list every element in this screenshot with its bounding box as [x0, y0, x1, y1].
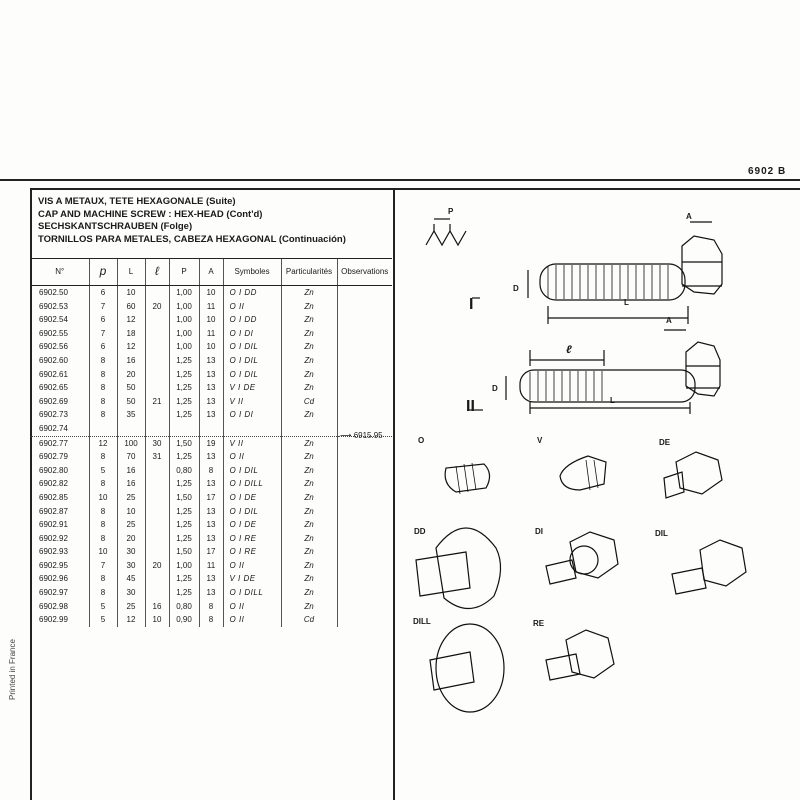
- cell-ell: [145, 545, 169, 559]
- cell-p: 1,25: [169, 572, 199, 586]
- cell-a: 13: [199, 586, 223, 600]
- cell-l: 30: [117, 586, 145, 600]
- cell-a: 13: [199, 572, 223, 586]
- cell-l: 20: [117, 368, 145, 382]
- cell-a: 13: [199, 505, 223, 519]
- cell-ell: [145, 477, 169, 491]
- printed-in-note: Printed in France: [8, 639, 17, 700]
- cell-symboles: V I DE: [223, 572, 281, 586]
- cell-p: 1,25: [169, 586, 199, 600]
- label-dd: DD: [414, 527, 426, 536]
- cell-p: 1,25: [169, 395, 199, 409]
- cell-p-small: 8: [89, 450, 117, 464]
- cell-particularites: Zn: [281, 545, 337, 559]
- cell-p: 0,80: [169, 600, 199, 614]
- label-l-1: L: [624, 298, 629, 307]
- cell-ell: [145, 313, 169, 327]
- cell-symboles: V II: [223, 395, 281, 409]
- label-d-2: D: [492, 384, 498, 393]
- table-row: [31, 327, 392, 341]
- cell-ell: [145, 572, 169, 586]
- cell-l: 25: [117, 491, 145, 505]
- table-row: [31, 572, 392, 586]
- cell-p-small: 7: [89, 327, 117, 341]
- screw-illustrations: [395, 190, 800, 800]
- cell-no: 6902.92: [39, 533, 68, 543]
- cell-p: 1,00: [169, 286, 199, 300]
- cell-symboles: O II: [223, 613, 281, 627]
- cell-p: 1,25: [169, 518, 199, 532]
- cell-particularites: Zn: [281, 586, 337, 600]
- col-particularites: Particularités: [281, 259, 337, 286]
- title-fr: VIS A METAUX, TETE HEXAGONALE (Suite): [38, 196, 236, 207]
- label-a-2: A: [666, 316, 672, 325]
- cell-no: 6902.79: [39, 452, 68, 462]
- cell-symboles: O I DIL: [223, 464, 281, 478]
- top-rule: [0, 179, 800, 181]
- label-o: O: [418, 436, 425, 445]
- cell-p-small: 7: [89, 559, 117, 573]
- cell-p-small: 12: [89, 436, 117, 450]
- cell-p-small: 5: [89, 464, 117, 478]
- cell-symboles: O I DIL: [223, 354, 281, 368]
- label-type-1: I: [469, 296, 474, 313]
- cell-p-small: 10: [89, 491, 117, 505]
- cell-a: 10: [199, 313, 223, 327]
- table-row: [31, 518, 392, 532]
- col-no: N°: [31, 259, 89, 286]
- cell-p: 1,25: [169, 477, 199, 491]
- table-row: [31, 559, 392, 573]
- table-header-row: [31, 259, 392, 286]
- cell-observations: [337, 505, 392, 519]
- cell-no: 6902.97: [39, 588, 68, 598]
- table-row: [31, 422, 392, 436]
- cell-no: 6902.95: [39, 560, 68, 570]
- cell-particularites: Zn: [281, 572, 337, 586]
- cell-no: 6902.73: [39, 410, 68, 420]
- cell-a: 19: [199, 436, 223, 450]
- cell-no: 6902.56: [39, 342, 68, 352]
- cell-p: 1,00: [169, 559, 199, 573]
- cell-a: 13: [199, 381, 223, 395]
- cell-symboles: O I DILL: [223, 477, 281, 491]
- cell-l: [117, 422, 145, 436]
- col-ell: ℓ: [145, 259, 169, 286]
- table-row: [31, 436, 392, 450]
- cell-observations: [337, 313, 392, 327]
- cell-p: 1,25: [169, 450, 199, 464]
- cell-observations: [337, 613, 392, 627]
- cell-symboles: [223, 422, 281, 436]
- table-row: [31, 395, 392, 409]
- cell-ell: 31: [145, 450, 169, 464]
- cell-symboles: V I DE: [223, 381, 281, 395]
- cell-particularites: Zn: [281, 464, 337, 478]
- cell-particularites: Cd: [281, 395, 337, 409]
- cell-symboles: O I DD: [223, 313, 281, 327]
- title-es: TORNILLOS PARA METALES, CABEZA HEXAGONAL (Continuación): [38, 233, 346, 245]
- cell-no: 6902.74: [31, 422, 89, 436]
- col-symboles: Symboles: [223, 259, 281, 286]
- cell-symboles: O II: [223, 559, 281, 573]
- cell-particularites: Zn: [281, 381, 337, 395]
- cell-symboles: O I DE: [223, 518, 281, 532]
- cell-observations: [337, 559, 392, 573]
- cell-symboles: O I RE: [223, 545, 281, 559]
- cell-observations: [337, 450, 392, 464]
- cell-particularites: Zn: [281, 327, 337, 341]
- title-de: SECHSKANTSCHRAUBEN (Folge): [38, 221, 193, 232]
- cell-symboles: V II: [223, 436, 281, 450]
- col-l: L: [117, 259, 145, 286]
- cell-particularites: [281, 422, 337, 436]
- cell-observations: [337, 340, 392, 354]
- cell-particularites: Zn: [281, 505, 337, 519]
- cell-l: 16: [117, 464, 145, 478]
- cell-a: 17: [199, 545, 223, 559]
- cell-l: 45: [117, 572, 145, 586]
- table-row: [31, 300, 392, 314]
- parts-table: [31, 258, 392, 627]
- cell-no: 6902.99: [39, 615, 68, 625]
- table-row: [31, 340, 392, 354]
- cell-ell: [145, 518, 169, 532]
- table-row: [31, 286, 392, 300]
- cell-l: 25: [117, 518, 145, 532]
- table-row: [31, 600, 392, 614]
- cell-p: 1,25: [169, 381, 199, 395]
- cell-particularites: Zn: [281, 286, 337, 300]
- cell-observations: [337, 532, 392, 546]
- cell-no: 6902.85: [39, 492, 68, 502]
- table-row: [31, 505, 392, 519]
- cell-l: 35: [117, 408, 145, 422]
- cell-l: 12: [117, 313, 145, 327]
- cell-particularites: Zn: [281, 600, 337, 614]
- cell-particularites: Cd: [281, 613, 337, 627]
- cell-ell: 10: [145, 613, 169, 627]
- cell-p-small: 8: [89, 477, 117, 491]
- cell-particularites: Zn: [281, 313, 337, 327]
- cell-p-small: 5: [89, 613, 117, 627]
- page-ref: 6902 B: [748, 166, 787, 177]
- cell-p-small: 8: [89, 395, 117, 409]
- label-re: RE: [533, 619, 545, 628]
- cell-ell: [145, 354, 169, 368]
- cell-a: [199, 422, 223, 436]
- cell-p: 1,25: [169, 408, 199, 422]
- cell-a: 13: [199, 532, 223, 546]
- cell-a: 13: [199, 354, 223, 368]
- cell-no: 6902.55: [39, 328, 68, 338]
- cell-p: 1,25: [169, 532, 199, 546]
- cell-no: 6902.61: [39, 369, 68, 379]
- cell-a: 8: [199, 613, 223, 627]
- cell-l: 30: [117, 545, 145, 559]
- cell-no: 6902.53: [39, 301, 68, 311]
- title-block: [38, 196, 346, 246]
- cell-ell: [145, 408, 169, 422]
- cell-particularites: Zn: [281, 518, 337, 532]
- cell-p: 1,00: [169, 327, 199, 341]
- cell-p-small: 8: [89, 368, 117, 382]
- cell-observations: [337, 368, 392, 382]
- cell-particularites: Zn: [281, 300, 337, 314]
- cell-no: 6902.98: [39, 601, 68, 611]
- col-p: P: [169, 259, 199, 286]
- cell-p-small: 8: [89, 586, 117, 600]
- cell-symboles: O I DE: [223, 491, 281, 505]
- cell-symboles: O I RE: [223, 532, 281, 546]
- observation-ref: ⟶ 6915.95: [340, 431, 383, 440]
- cell-observations: [337, 354, 392, 368]
- table-row: [31, 408, 392, 422]
- cell-observations: [337, 327, 392, 341]
- cell-observations: [337, 300, 392, 314]
- cell-p-small: 8: [89, 532, 117, 546]
- cell-a: 10: [199, 286, 223, 300]
- cell-a: 13: [199, 368, 223, 382]
- cell-ell: [145, 422, 169, 436]
- cell-observations: [337, 381, 392, 395]
- cell-particularites: Zn: [281, 450, 337, 464]
- cell-no: 6902.60: [39, 355, 68, 365]
- cell-p: 1,25: [169, 368, 199, 382]
- cell-particularites: Zn: [281, 368, 337, 382]
- cell-l: 50: [117, 395, 145, 409]
- cell-p: 1,50: [169, 436, 199, 450]
- cell-l: 30: [117, 559, 145, 573]
- cell-observations: [337, 395, 392, 409]
- cell-p-small: 6: [89, 286, 117, 300]
- cell-symboles: O II: [223, 450, 281, 464]
- table-row: [31, 545, 392, 559]
- col-observations: Observations: [337, 259, 392, 286]
- cell-particularites: Zn: [281, 477, 337, 491]
- cell-particularites: Zn: [281, 559, 337, 573]
- table-row: [31, 354, 392, 368]
- cell-a: 11: [199, 300, 223, 314]
- cell-particularites: Zn: [281, 354, 337, 368]
- cell-observations: [337, 518, 392, 532]
- label-de: DE: [659, 438, 671, 447]
- cell-no: 6902.82: [39, 479, 68, 489]
- cell-p-small: 6: [89, 340, 117, 354]
- cell-p: 0,90: [169, 613, 199, 627]
- table-row: [31, 532, 392, 546]
- label-dill: DILL: [413, 617, 431, 626]
- cell-p: 1,25: [169, 354, 199, 368]
- label-a-1: A: [686, 212, 692, 221]
- cell-l: 70: [117, 450, 145, 464]
- cell-ell: [145, 491, 169, 505]
- col-p-small: p: [89, 259, 117, 286]
- cell-ell: [145, 368, 169, 382]
- cell-observations: [337, 545, 392, 559]
- cell-a: 13: [199, 395, 223, 409]
- cell-l: 25: [117, 600, 145, 614]
- cell-l: 20: [117, 532, 145, 546]
- cell-p: 0,80: [169, 464, 199, 478]
- cell-ell: [145, 381, 169, 395]
- cell-symboles: O I DI: [223, 327, 281, 341]
- cell-symboles: O I DIL: [223, 340, 281, 354]
- table-row: [31, 368, 392, 382]
- cell-ell: [145, 586, 169, 600]
- cell-no: 6902.91: [39, 520, 68, 530]
- label-thread-p: P: [448, 207, 454, 216]
- cell-ell: 20: [145, 559, 169, 573]
- cell-particularites: Zn: [281, 408, 337, 422]
- cell-a: 13: [199, 477, 223, 491]
- table-row: [31, 477, 392, 491]
- cell-a: 17: [199, 491, 223, 505]
- cell-l: 16: [117, 354, 145, 368]
- cell-particularites: Zn: [281, 532, 337, 546]
- table-row: [31, 464, 392, 478]
- cell-observations: [337, 572, 392, 586]
- cell-observations: [337, 286, 392, 300]
- cell-p-small: 8: [89, 354, 117, 368]
- label-dil: DIL: [655, 529, 668, 538]
- observation-ref-value: 6915.95: [353, 431, 383, 440]
- cell-l: 16: [117, 477, 145, 491]
- table-row: [31, 381, 392, 395]
- cell-p: 1,50: [169, 491, 199, 505]
- cell-no: 6902.54: [39, 315, 68, 325]
- cell-p: 1,00: [169, 313, 199, 327]
- cell-symboles: O II: [223, 300, 281, 314]
- cell-symboles: O I DI: [223, 408, 281, 422]
- cell-l: 12: [117, 613, 145, 627]
- cell-p: 1,00: [169, 300, 199, 314]
- cell-particularites: Zn: [281, 491, 337, 505]
- cell-l: 10: [117, 505, 145, 519]
- cell-ell: [145, 532, 169, 546]
- cell-p-small: 8: [89, 572, 117, 586]
- cell-a: 13: [199, 408, 223, 422]
- cell-a: 8: [199, 600, 223, 614]
- cell-l: 12: [117, 340, 145, 354]
- label-v: V: [537, 436, 543, 445]
- table-row: [31, 313, 392, 327]
- cell-ell: [145, 286, 169, 300]
- title-en: CAP AND MACHINE SCREW : HEX-HEAD (Cont'd): [38, 208, 263, 220]
- cell-a: 8: [199, 464, 223, 478]
- cell-p: 1,00: [169, 340, 199, 354]
- label-ell: ℓ: [566, 344, 572, 356]
- cell-a: 13: [199, 450, 223, 464]
- cell-l: 18: [117, 327, 145, 341]
- col-a: A: [199, 259, 223, 286]
- cell-p: 1,50: [169, 545, 199, 559]
- cell-p-small: 8: [89, 381, 117, 395]
- cell-ell: 20: [145, 300, 169, 314]
- cell-no: 6902.50: [39, 288, 68, 297]
- cell-observations: [337, 491, 392, 505]
- label-l-2: L: [610, 396, 615, 405]
- label-type-2: II: [466, 398, 475, 415]
- cell-observations: [337, 477, 392, 491]
- cell-l: 100: [117, 436, 145, 450]
- cell-p-small: 8: [89, 518, 117, 532]
- label-d-1: D: [513, 284, 519, 293]
- cell-p-small: 6: [89, 313, 117, 327]
- cell-ell: [145, 340, 169, 354]
- cell-l: 10: [117, 286, 145, 300]
- cell-ell: 21: [145, 395, 169, 409]
- cell-p-small: [89, 422, 117, 436]
- cell-ell: [145, 505, 169, 519]
- cell-symboles: O I DIL: [223, 368, 281, 382]
- cell-observations: [337, 464, 392, 478]
- cell-p-small: 5: [89, 600, 117, 614]
- cell-p-small: 7: [89, 300, 117, 314]
- cell-ell: 16: [145, 600, 169, 614]
- cell-no: 6902.77: [39, 438, 68, 448]
- cell-ell: 30: [145, 436, 169, 450]
- table-row: [31, 586, 392, 600]
- cell-no: 6902.80: [39, 465, 68, 475]
- table-row: [31, 491, 392, 505]
- cell-particularites: Zn: [281, 436, 337, 450]
- table-row: [31, 613, 392, 627]
- cell-no: 6902.93: [39, 547, 68, 557]
- cell-p: 1,25: [169, 505, 199, 519]
- cell-p-small: 8: [89, 408, 117, 422]
- label-di: DI: [535, 527, 543, 536]
- cell-observations: [337, 408, 392, 422]
- cell-symboles: O I DILL: [223, 586, 281, 600]
- cell-symboles: O I DIL: [223, 505, 281, 519]
- cell-a: 13: [199, 518, 223, 532]
- cell-observations: [337, 600, 392, 614]
- cell-p-small: 10: [89, 545, 117, 559]
- cell-observations: [337, 586, 392, 600]
- cell-ell: [145, 464, 169, 478]
- cell-no: 6902.69: [39, 396, 68, 406]
- cell-p-small: 8: [89, 505, 117, 519]
- cell-no: 6902.65: [39, 383, 68, 393]
- cell-ell: [145, 327, 169, 341]
- cell-a: 10: [199, 340, 223, 354]
- cell-a: 11: [199, 327, 223, 341]
- cell-p: [169, 422, 199, 436]
- cell-no: 6902.87: [39, 506, 68, 516]
- cell-symboles: O I DD: [223, 286, 281, 300]
- cell-l: 60: [117, 300, 145, 314]
- cell-no: 6902.96: [39, 574, 68, 584]
- table-row: [31, 450, 392, 464]
- cell-a: 11: [199, 559, 223, 573]
- cell-symboles: O II: [223, 600, 281, 614]
- cell-particularites: Zn: [281, 340, 337, 354]
- cell-l: 50: [117, 381, 145, 395]
- table-body: [31, 286, 392, 627]
